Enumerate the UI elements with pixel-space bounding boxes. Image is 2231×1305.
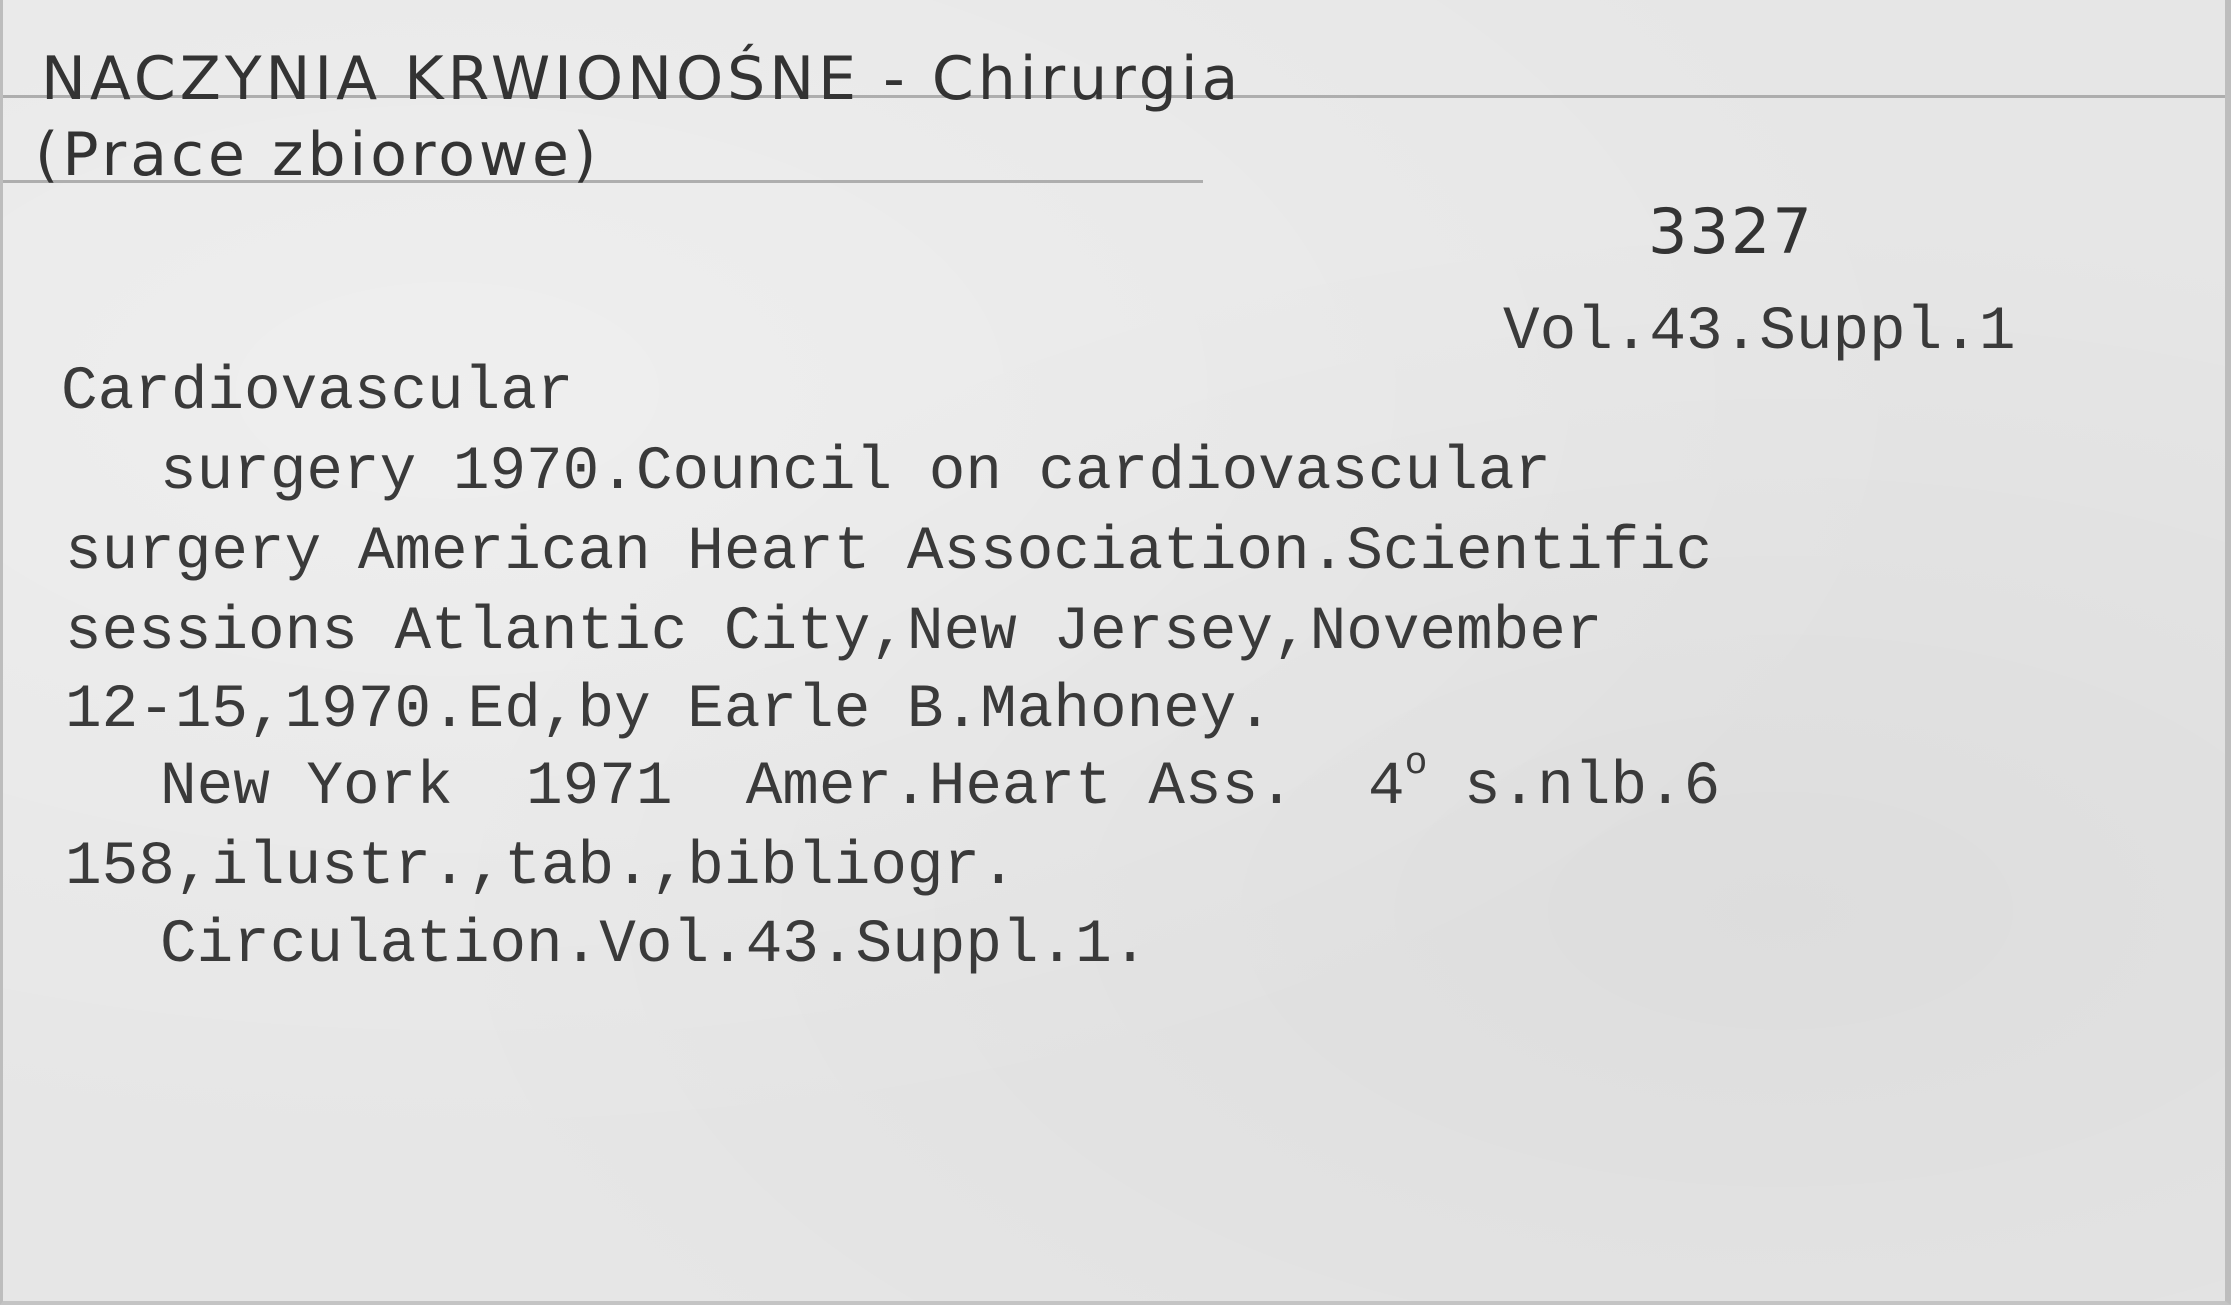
title-line-4: sessions Atlantic City,New Jersey,November (65, 598, 1603, 667)
title-line-3: surgery American Heart Association.Scientific (65, 518, 1713, 587)
series-line: Circulation.Vol.43.Suppl.1. (160, 911, 1149, 980)
subject-heading: NACZYNIA KRWIONOŚNE - Chirurgia (41, 44, 1243, 114)
imprint-line (160, 742, 1721, 824)
format-degree-mark: o (1404, 742, 1428, 785)
collation-line: 158,ilustr.,tab.,bibliogr. (65, 833, 1017, 902)
title-line-5: 12-15,1970.Ed,by Earle B.Mahoney. (65, 676, 1273, 745)
form-subheading: (Prace zbiorowe) (35, 120, 601, 190)
imprint-main: New York 1971 Amer.Heart Ass. 4 (160, 753, 1405, 822)
imprint-end: s.nlb.6 (1427, 753, 1721, 822)
title-line-1: Cardiovascular (61, 358, 574, 427)
shelf-number: 3327 (1648, 195, 1814, 268)
volume-number: Vol.43.Suppl.1 (1503, 298, 2016, 367)
title-line-2: surgery 1970.Council on cardiovascular (160, 438, 1552, 507)
